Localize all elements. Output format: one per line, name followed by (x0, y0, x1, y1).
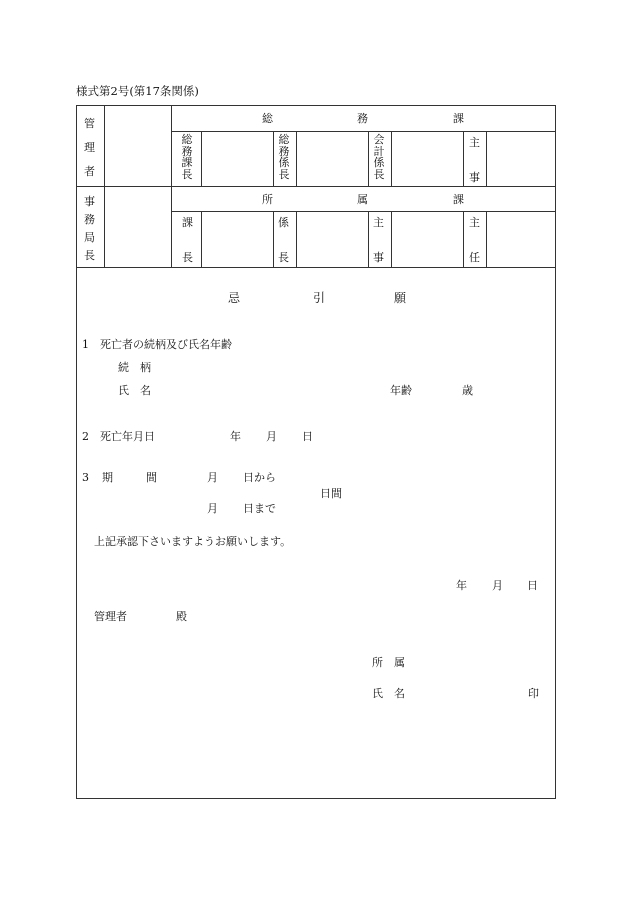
form-label: 様式第2号(第17条関係) (76, 84, 199, 98)
period-days: 日間 (320, 487, 342, 500)
gen-col-accounting-chief: 会 計 係 長 (373, 133, 385, 181)
relation-label: 続 柄 (118, 361, 151, 374)
affiliation-label: 所 属 (372, 656, 405, 669)
death-month: 月 (266, 430, 277, 443)
item2-label: 2 死亡年月日 (82, 430, 155, 443)
deceased-name-label: 氏 名 (118, 384, 151, 397)
seal-label: 印 (528, 687, 539, 700)
death-day: 日 (302, 430, 313, 443)
period-from-month: 月 (207, 471, 218, 484)
period-from-day: 日から (243, 471, 276, 484)
death-year: 年 (230, 430, 241, 443)
item1-label: 1 死亡者の続柄及び氏名年齢 (82, 338, 232, 351)
addressee-honorific: 殿 (176, 610, 187, 623)
applicant-name-label: 氏 名 (372, 687, 405, 700)
form-outer-border (76, 105, 556, 799)
gen-col-sub-chief: 総 務 係 長 (278, 133, 290, 181)
addressee-label: 管理者 (94, 610, 127, 623)
period-to-month: 月 (207, 502, 218, 515)
age-unit: 歳 (462, 384, 473, 397)
period-to-day: 日まで (243, 502, 276, 515)
request-text: 上記承認下さいますようお願いします。 (94, 535, 292, 548)
gen-col-section-chief: 総 務 課 長 (181, 133, 193, 181)
age-label: 年齢 (390, 384, 412, 397)
